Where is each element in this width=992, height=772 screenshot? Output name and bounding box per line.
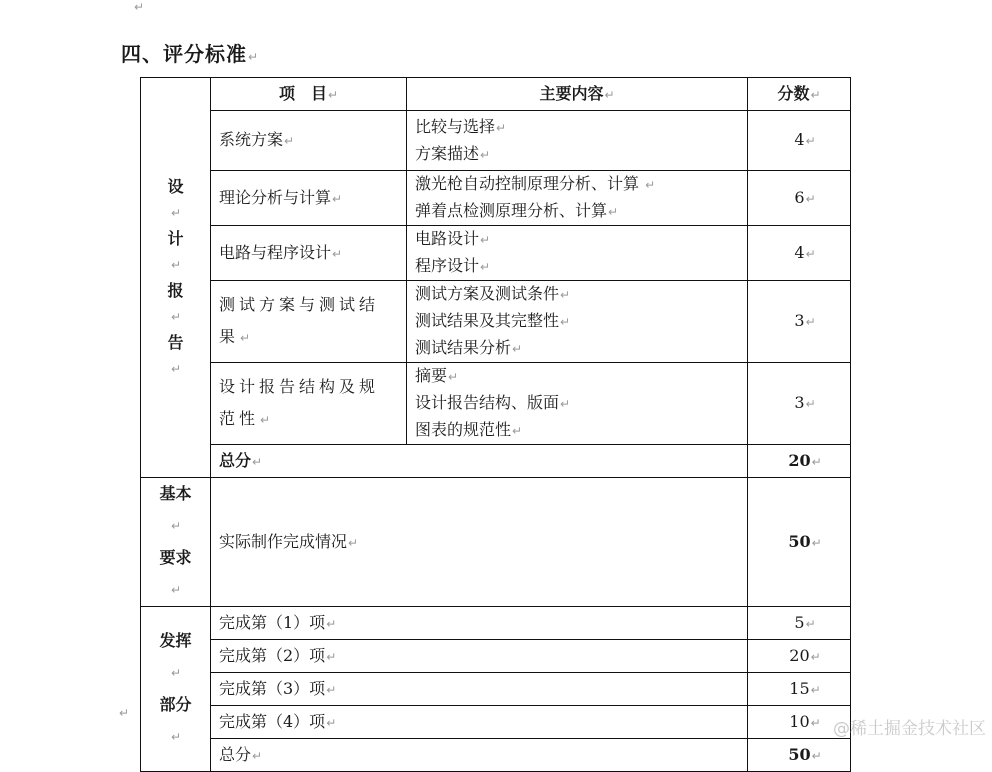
total-score: 20 ↵ bbox=[748, 445, 851, 478]
category-extension: 发挥 ↵ 部分 ↵ bbox=[141, 607, 211, 772]
item-cell: 完成第（1）项 ↵ bbox=[211, 607, 748, 640]
table-row bbox=[141, 640, 851, 673]
score-cell: 4 ↵ bbox=[748, 226, 851, 281]
header-item: 项 目 ↵ bbox=[211, 78, 407, 111]
header-content: 主要内容 ↵ bbox=[407, 78, 748, 111]
score-cell: 3 ↵ bbox=[748, 281, 851, 363]
table-row bbox=[141, 673, 851, 706]
content-cell: 比较与选择 ↵ 方案描述 ↵ bbox=[407, 111, 748, 171]
section-heading: 四、评分标准 ↵ bbox=[121, 38, 259, 67]
item-cell: 完成第（3）项 ↵ bbox=[211, 673, 748, 706]
content-cell: 激光枪自动控制原理分析、计算 ↵ 弹着点检测原理分析、计算 ↵ bbox=[407, 171, 748, 226]
item-cell: 电路与程序设计 ↵ bbox=[211, 226, 407, 281]
item-cell: 测试方案与测试结果 ↵ bbox=[211, 281, 407, 363]
table-row bbox=[141, 607, 851, 640]
item-cell: 完成第（4）项 ↵ bbox=[211, 706, 748, 739]
score-cell: 5 ↵ bbox=[748, 607, 851, 640]
paragraph-mark-icon bbox=[134, 0, 144, 14]
item-cell: 理论分析与计算 ↵ bbox=[211, 171, 407, 226]
table-row bbox=[141, 363, 851, 445]
header-score: 分数 ↵ bbox=[748, 78, 851, 111]
score-cell: 15 ↵ bbox=[748, 673, 851, 706]
total-label: 总分 ↵ bbox=[211, 739, 748, 772]
score-cell: 10 ↵ bbox=[748, 706, 851, 739]
basic-requirement-row bbox=[141, 478, 851, 607]
content-cell: 摘要 ↵ 设计报告结构、版面 ↵ 图表的规范性 ↵ bbox=[407, 363, 748, 445]
score-cell: 6 ↵ bbox=[748, 171, 851, 226]
score-cell: 50 ↵ bbox=[748, 478, 851, 607]
content-cell: 电路设计 ↵ 程序设计 ↵ bbox=[407, 226, 748, 281]
category-design-report: 设 ↵ 计 ↵ 报 ↵ 告 ↵ bbox=[141, 78, 211, 478]
paragraph-mark-icon bbox=[248, 50, 259, 64]
score-cell: 20 ↵ bbox=[748, 640, 851, 673]
extension-total-row bbox=[141, 739, 851, 772]
total-label: 总分 ↵ bbox=[211, 445, 748, 478]
content-cell: 测试方案及测试条件 ↵ 测试结果及其完整性 ↵ 测试结果分析 ↵ bbox=[407, 281, 748, 363]
table-row bbox=[141, 706, 851, 739]
item-cell: 设计报告结构及规范性 ↵ bbox=[211, 363, 407, 445]
table-header-row bbox=[141, 78, 851, 111]
table-row bbox=[141, 111, 851, 171]
table-row bbox=[141, 281, 851, 363]
watermark: @稀土掘金技术社区 bbox=[833, 719, 986, 739]
table-row bbox=[141, 171, 851, 226]
item-cell: 系统方案 ↵ bbox=[211, 111, 407, 171]
grading-table bbox=[140, 77, 851, 772]
design-total-row bbox=[141, 445, 851, 478]
score-cell: 4 ↵ bbox=[748, 111, 851, 171]
item-cell: 实际制作完成情况 ↵ bbox=[211, 478, 748, 607]
paragraph-mark-icon bbox=[119, 706, 129, 720]
category-basic-requirements: 基本 ↵ 要求 ↵ bbox=[141, 478, 211, 607]
total-score: 50 ↵ bbox=[748, 739, 851, 772]
score-cell: 3 ↵ bbox=[748, 363, 851, 445]
item-cell: 完成第（2）项 ↵ bbox=[211, 640, 748, 673]
table-row bbox=[141, 226, 851, 281]
